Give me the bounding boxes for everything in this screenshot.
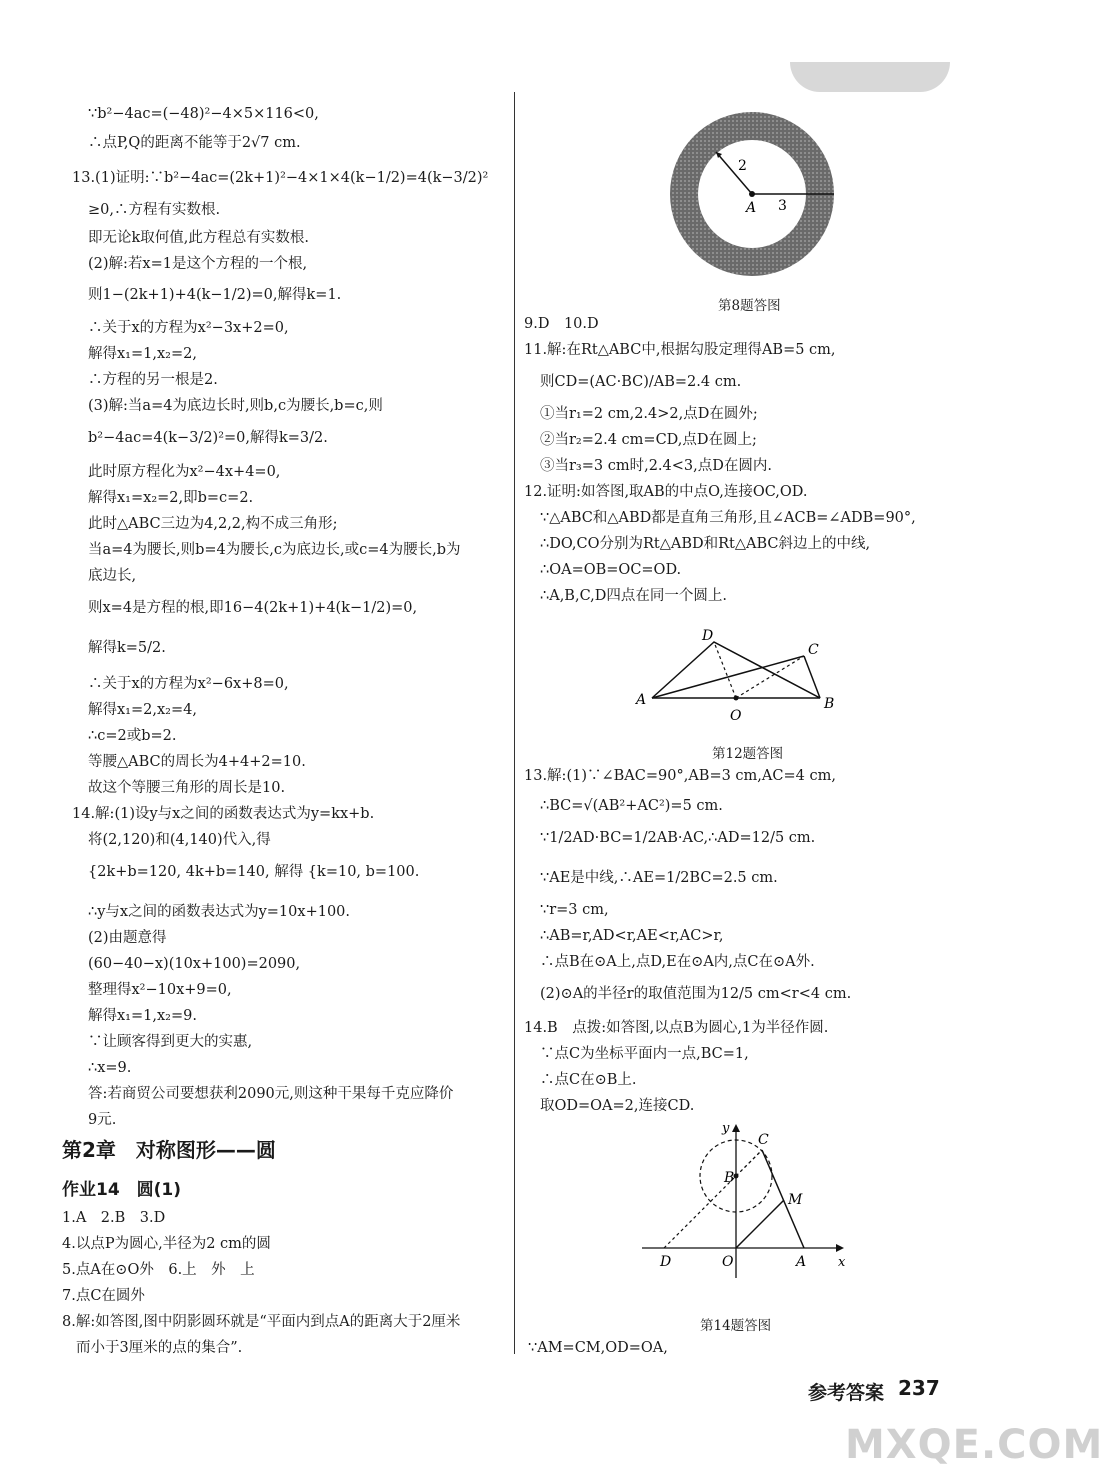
answer-line: 7.点C在圆外 xyxy=(62,1288,145,1304)
page-number: 237 xyxy=(898,1376,940,1400)
segment-bd xyxy=(714,642,820,698)
text-line: ∴OA=OB=OC=OD. xyxy=(540,562,682,578)
corner-decoration xyxy=(790,62,950,92)
label-c: C xyxy=(758,1132,769,1148)
label-b: B xyxy=(824,696,835,712)
text-line: b²−4ac=4(k−3/2)²=0,解得k=3/2. xyxy=(88,430,328,446)
text-line: ①当r₁=2 cm,2.4>2,点D在圆外; xyxy=(540,406,758,422)
text-line: ∴关于x的方程为x²−3x+2=0, xyxy=(88,320,289,336)
text-line: 则CD=(AC·BC)/AB=2.4 cm. xyxy=(540,374,742,390)
text-line: 则1−(2k+1)+4(k−1/2)=0,解得k=1. xyxy=(88,287,342,303)
text-line: 将(2,120)和(4,140)代入,得 xyxy=(88,832,271,848)
figure-12-caption: 第12题答图 xyxy=(712,746,784,762)
text-line: {2k+b=120, 4k+b=140, 解得 {k=10, b=100. xyxy=(88,864,420,880)
text-line: (2)解:若x=1是这个方程的一个根, xyxy=(88,256,308,272)
figure-8-annulus xyxy=(660,100,850,290)
text-line: ∴AB=r,AD<r,AE<r,AC>r, xyxy=(540,928,724,944)
label-c: C xyxy=(808,642,819,658)
text-line: ∴点P,Q的距离不能等于2√7 cm. xyxy=(88,135,301,151)
label-outer-radius: 3 xyxy=(778,198,787,214)
text-line: ∴BC=√(AB²+AC²)=5 cm. xyxy=(540,798,723,814)
column-divider xyxy=(514,92,515,1354)
text-line: ∵让顾客得到更大的实惠, xyxy=(88,1034,253,1050)
text-line: ∵1/2AD·BC=1/2AB·AC,∴AD=12/5 cm. xyxy=(540,830,816,846)
segment-om xyxy=(736,1200,784,1248)
label-o: O xyxy=(722,1254,734,1270)
text-line: ∴A,B,C,D四点在同一个圆上. xyxy=(540,588,727,604)
text-line: ∵△ABC和△ABD都是直角三角形,且∠ACB=∠ADB=90°, xyxy=(540,510,916,526)
text-line: 9.D 10.D xyxy=(524,316,599,332)
text-line: ∴y与x之间的函数表达式为y=10x+100. xyxy=(88,904,350,920)
text-line: 即无论k取何值,此方程总有实数根. xyxy=(88,230,310,246)
text-line: ≥0,∴方程有实数根. xyxy=(88,202,221,218)
label-a: A xyxy=(796,1254,807,1270)
label-b: B xyxy=(724,1170,735,1186)
segment-oc xyxy=(736,656,804,698)
text-line: 13.解:(1)∵∠BAC=90°,AB=3 cm,AC=4 cm, xyxy=(524,768,836,784)
text-line: 9元. xyxy=(88,1112,117,1128)
text-line: 答:若商贸公司要想获利2090元,则这种干果每千克应降价 xyxy=(88,1086,454,1102)
text-line: ∴DO,CO分别为Rt△ABD和Rt△ABC斜边上的中线, xyxy=(540,536,871,552)
label-x: x xyxy=(838,1255,846,1270)
text-line: 等腰△ABC的周长为4+4+2=10. xyxy=(88,754,306,770)
label-d: D xyxy=(702,628,714,644)
label-a: A xyxy=(636,692,647,708)
text-line: 故这个等腰三角形的周长是10. xyxy=(88,780,286,796)
chapter-title: 第2章 对称图形——圆 xyxy=(62,1138,276,1162)
text-line: ∵r=3 cm, xyxy=(540,902,609,918)
text-line: ∴x=9. xyxy=(88,1060,132,1076)
text-line: ∵AM=CM,OD=OA, xyxy=(528,1340,668,1356)
figure-8-caption: 第8题答图 xyxy=(718,298,781,314)
label-o: O xyxy=(730,708,742,724)
text-line: (2)⊙A的半径r的取值范围为12/5 cm<r<4 cm. xyxy=(540,986,852,1002)
footer-label: 参考答案 xyxy=(808,1382,885,1404)
segment-bc xyxy=(804,656,820,698)
text-line: 解得x₁=1,x₂=9. xyxy=(88,1008,197,1024)
triangle-abd xyxy=(652,642,820,698)
text-line: 解得x₁=2,x₂=4, xyxy=(88,702,197,718)
watermark: MXQE.COM xyxy=(845,1422,1103,1468)
answer-line: 1.A 2.B 3.D xyxy=(62,1210,166,1226)
text-line: 此时原方程化为x²−4x+4=0, xyxy=(88,464,281,480)
section-title: 作业14 圆(1) xyxy=(62,1180,182,1200)
text-line: 12.证明:如答图,取AB的中点O,连接OC,OD. xyxy=(524,484,808,500)
text-line: 14.B 点拨:如答图,以点B为圆心,1为半径作圆. xyxy=(524,1020,829,1036)
text-line: 解得x₁=1,x₂=2, xyxy=(88,346,197,362)
answer-line: 而小于3厘米的点的集合”. xyxy=(76,1340,243,1356)
text-line: (60−40−x)(10x+100)=2090, xyxy=(88,956,301,972)
text-line: (3)解:当a=4为底边长时,则b,c为腰长,b=c,则 xyxy=(88,398,383,414)
text-line: 解得k=5/2. xyxy=(88,640,166,656)
figure-14-caption: 第14题答图 xyxy=(700,1318,772,1334)
text-line: (2)由题意得 xyxy=(88,930,167,946)
answer-line: 8.解:如答图,图中阴影圆环就是“平面内到点A的距离大于2厘米 xyxy=(62,1314,461,1330)
label-center-a: A xyxy=(746,200,757,216)
figure-14-coordinate xyxy=(636,1120,856,1280)
segment-od xyxy=(714,642,736,698)
text-line: 14.解:(1)设y与x之间的函数表达式为y=kx+b. xyxy=(72,806,375,822)
text-line: ∴c=2或b=2. xyxy=(88,728,177,744)
text-line: ∵AE是中线,∴AE=1/2BC=2.5 cm. xyxy=(540,870,778,886)
text-line: ∴方程的另一根是2. xyxy=(88,372,218,388)
text-line: 13.(1)证明:∵b²−4ac=(2k+1)²−4×1×4(k−1/2)=4(k−3/2)² xyxy=(72,170,489,186)
label-d: D xyxy=(660,1254,672,1270)
label-y: y xyxy=(722,1121,730,1136)
text-line: 则x=4是方程的根,即16−4(2k+1)+4(k−1/2)=0, xyxy=(88,600,418,616)
figure-12-quadrilateral xyxy=(630,628,850,728)
text-line: ∴点B在⊙A上,点D,E在⊙A内,点C在⊙A外. xyxy=(540,954,815,970)
answer-line: 5.点A在⊙O外 6.上 外 上 xyxy=(62,1262,255,1278)
label-m: M xyxy=(788,1192,803,1208)
text-line: ②当r₂=2.4 cm=CD,点D在圆上; xyxy=(540,432,757,448)
answer-line: 4.以点P为圆心,半径为2 cm的圆 xyxy=(62,1236,271,1252)
text-line: 此时△ABC三边为4,2,2,构不成三角形; xyxy=(88,516,338,532)
text-line: ∵b²−4ac=(−48)²−4×5×116<0, xyxy=(88,106,319,122)
segment-dc xyxy=(664,1150,762,1248)
text-line: 取OD=OA=2,连接CD. xyxy=(540,1098,695,1114)
text-line: 底边长, xyxy=(88,568,137,584)
text-line: 整理得x²−10x+9=0, xyxy=(88,982,232,998)
label-inner-radius: 2 xyxy=(738,158,747,174)
text-line: 当a=4为腰长,则b=4为腰长,c为底边长,或c=4为腰长,b为 xyxy=(88,542,461,558)
text-line: ∵点C为坐标平面内一点,BC=1, xyxy=(540,1046,749,1062)
center-point xyxy=(749,191,755,197)
text-line: ③当r₃=3 cm时,2.4<3,点D在圆内. xyxy=(540,458,772,474)
text-line: ∴关于x的方程为x²−6x+8=0, xyxy=(88,676,289,692)
text-line: 解得x₁=x₂=2,即b=c=2. xyxy=(88,490,254,506)
text-line: 11.解:在Rt△ABC中,根据勾股定理得AB=5 cm, xyxy=(524,342,836,358)
text-line: ∴点C在⊙B上. xyxy=(540,1072,637,1088)
